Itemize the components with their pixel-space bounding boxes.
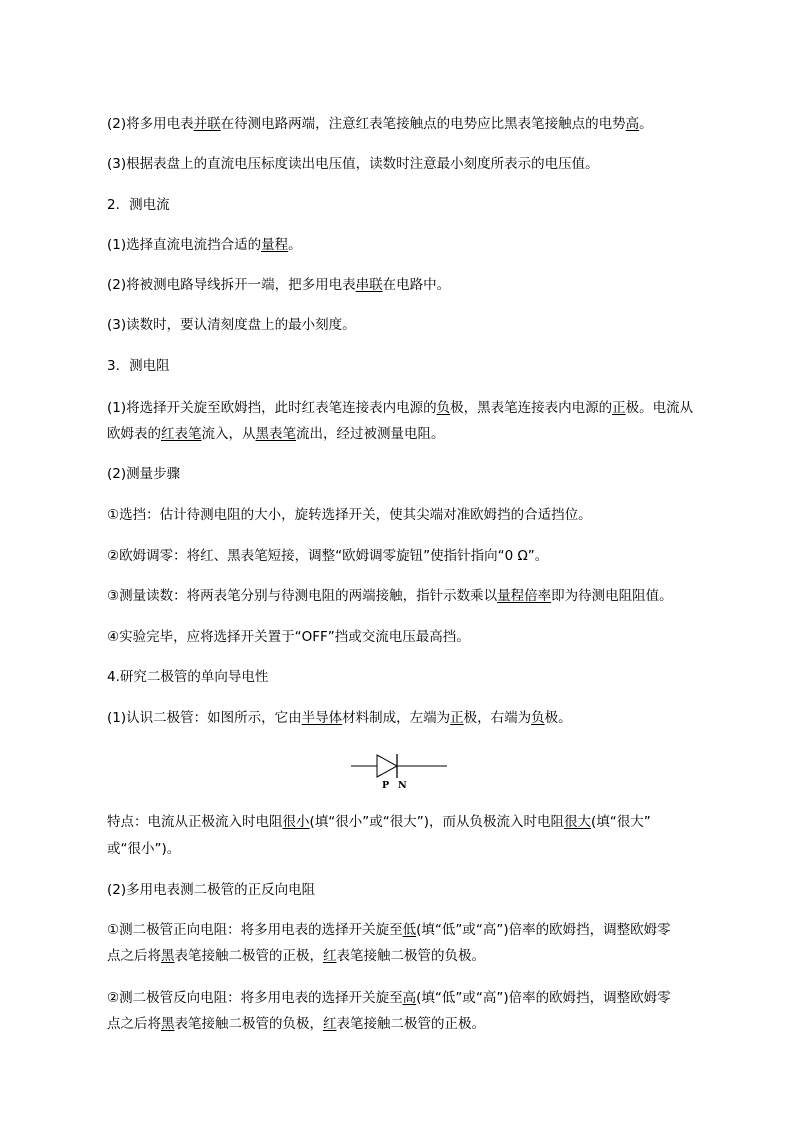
blank-answer: 红 <box>323 948 337 964</box>
blank-answer: 黑 <box>161 948 175 964</box>
paragraph-diode-feature-continued: 或“很小”)。 <box>107 841 181 857</box>
paragraph-parallel-connection: (2)将多用电表并联在待测电路两端，注意红表笔接触点的电势应比黑表笔接触点的电势高。 <box>107 116 653 132</box>
blank-answer: 串联 <box>355 277 383 293</box>
step-reverse-resistance-continued: 点之后将黑表笔接触二极管的负极，红表笔接触二极管的正极。 <box>107 1016 485 1032</box>
blank-answer: 并联 <box>193 116 221 132</box>
step-forward-resistance: ①测二极管正向电阻：将多用电表的选择开关旋至低(填“低”或“高”)倍率的欧姆挡，调整欧姆零 <box>107 922 671 938</box>
blank-answer: 负 <box>531 710 545 726</box>
section-heading-diode: 4.研究二极管的单向导电性 <box>107 669 269 685</box>
paragraph-read-voltage: (3)根据表盘上的直流电压标度读出电压值，读数时注意最小刻度所表示的电压值。 <box>107 156 599 172</box>
diode-symbol-icon <box>351 751 447 781</box>
blank-answer: 黑表笔 <box>255 426 296 442</box>
paragraph-series-connection: (2)将被测电路导线拆开一端，把多用电表串联在电路中。 <box>107 277 451 293</box>
paragraph-diode-intro: (1)认识二极管：如图所示，它由半导体材料制成，左端为正极，右端为负极。 <box>107 710 572 726</box>
section-heading-current: 2．测电流 <box>107 197 170 213</box>
blank-answer: 红表笔 <box>161 426 202 442</box>
paragraph-ohm-selector-continued: 欧姆表的红表笔流入，从黑表笔流出，经过被测量电阻。 <box>107 426 445 442</box>
blank-answer: 半导体 <box>301 710 343 726</box>
blank-answer: 很大 <box>564 814 592 830</box>
diode-triangle <box>377 755 397 777</box>
diode-label-n: N <box>398 780 407 791</box>
step-forward-resistance-continued: 点之后将黑表笔接触二极管的正极，红表笔接触二极管的负极。 <box>107 948 485 964</box>
blank-answer: 红 <box>323 1016 337 1032</box>
paragraph-measurement-steps: (2)测量步骤 <box>107 466 181 482</box>
blank-answer: 负 <box>436 400 451 416</box>
step-finish: ④实验完毕，应将选择开关置于“OFF”挡或交流电压最高挡。 <box>107 629 470 645</box>
blank-answer: 低 <box>402 922 417 938</box>
blank-answer: 黑 <box>161 1016 175 1032</box>
paragraph-diode-feature: 特点：电流从正极流入时电阻很小(填“很小”或“很大”)，而从负极流入时电阻很大(填“很大” <box>107 814 651 830</box>
blank-answer: 量程 <box>261 237 289 253</box>
blank-answer: 高 <box>625 116 640 132</box>
section-heading-resistance: 3．测电阻 <box>107 358 170 374</box>
blank-answer: 量程倍率 <box>497 588 552 604</box>
step-reverse-resistance: ②测二极管反向电阻：将多用电表的选择开关旋至高(填“低”或“高”)倍率的欧姆挡，调整欧姆零 <box>107 990 671 1006</box>
step-ohm-zero: ②欧姆调零：将红、黑表笔短接，调整“欧姆调零旋钮”使指针指向“0 Ω”。 <box>107 548 549 564</box>
paragraph-diode-resistance: (2)多用电表测二极管的正反向电阻 <box>107 882 316 898</box>
paragraph-read-current: (3)读数时，要认清刻度盘上的最小刻度。 <box>107 317 356 333</box>
blank-answer: 高 <box>402 990 417 1006</box>
diode-label-p: P <box>382 780 390 791</box>
step-select-range: ①选挡：估计待测电阻的大小，旋转选择开关，使其尖端对准欧姆挡的合适挡位。 <box>107 507 592 523</box>
paragraph-select-range: (1)选择直流电流挡合适的量程。 <box>107 237 302 253</box>
paragraph-ohm-selector: (1)将选择开关旋至欧姆挡，此时红表笔连接表内电源的负极，黑表笔连接表内电源的正极。电流从 <box>107 400 694 416</box>
blank-answer: 正 <box>450 710 464 726</box>
blank-answer: 很小 <box>282 814 310 830</box>
step-reading: ③测量读数：将两表笔分别与待测电阻的两端接触，指针示数乘以量程倍率即为待测电阻阻值。 <box>107 588 673 604</box>
blank-answer: 正 <box>612 400 626 416</box>
